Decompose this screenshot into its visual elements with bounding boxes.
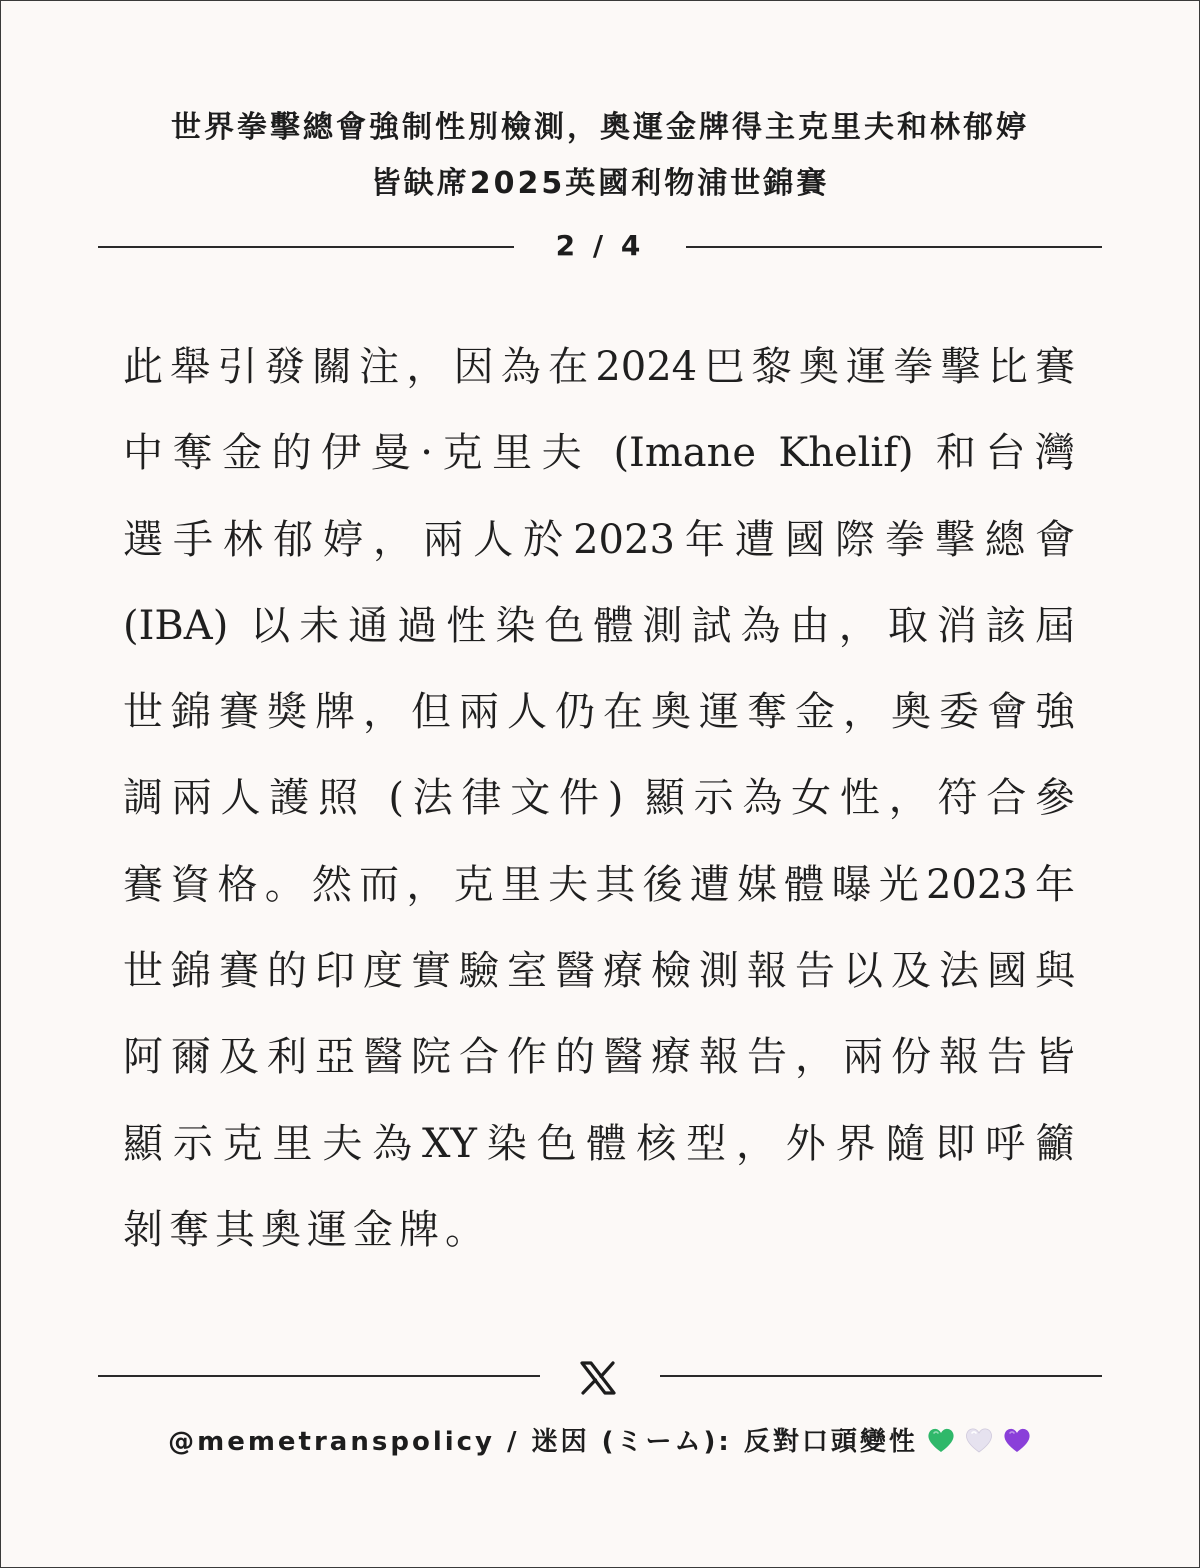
top-divider-left	[98, 246, 514, 248]
green-heart-icon	[926, 1425, 956, 1455]
body-line: 顯示克里夫為XY染色體核型，外界隨即呼籲	[123, 1120, 1075, 1167]
body-line: 中奪金的伊曼·克里夫 (Imane Khelif) 和台灣	[123, 430, 1075, 477]
body-line: (IBA) 以未通過性染色體測試為由，取消該屆	[123, 602, 1075, 649]
body-line: 阿爾及利亞醫院合作的醫療報告，兩份報告皆	[123, 1034, 1075, 1081]
top-divider-right	[686, 246, 1102, 248]
body-line: 世錦賽的印度實驗室醫療檢測報告以及法國與	[123, 948, 1075, 995]
body-line: 世錦賽獎牌，但兩人仍在奧運奪金，奧委會強	[123, 689, 1075, 736]
bottom-divider-right	[660, 1375, 1102, 1377]
title-line-1: 世界拳擊總會強制性別檢測，奧運金牌得主克里夫和林郁婷	[171, 110, 1029, 145]
page-indicator: 2 / 4	[555, 229, 645, 262]
body-line: 賽資格。然而，克里夫其後遭媒體曝光2023年	[123, 861, 1075, 908]
x-logo-icon	[578, 1358, 618, 1398]
white-heart-icon	[964, 1425, 994, 1455]
body-line: 調兩人護照 (法律文件) 顯示為女性，符合參	[123, 775, 1075, 822]
body-line: 選手林郁婷，兩人於2023年遭國際拳擊總會	[123, 516, 1075, 563]
bottom-divider-left	[98, 1375, 540, 1377]
body-paragraph	[123, 324, 1083, 1273]
footer-credit	[100, 1420, 1100, 1464]
body-line: 此舉引發關注，因為在2024巴黎奧運拳擊比賽	[123, 344, 1075, 390]
body-line: 剝奪其奧運金牌。	[123, 1206, 491, 1253]
page-title	[100, 100, 1100, 212]
purple-heart-icon	[1002, 1425, 1032, 1455]
title-line-2: 皆缺席2025英國利物浦世錦賽	[370, 166, 830, 201]
account-handle: @memetranspolicy / 迷因 (ミーム): 反對口頭變性	[168, 1427, 918, 1457]
